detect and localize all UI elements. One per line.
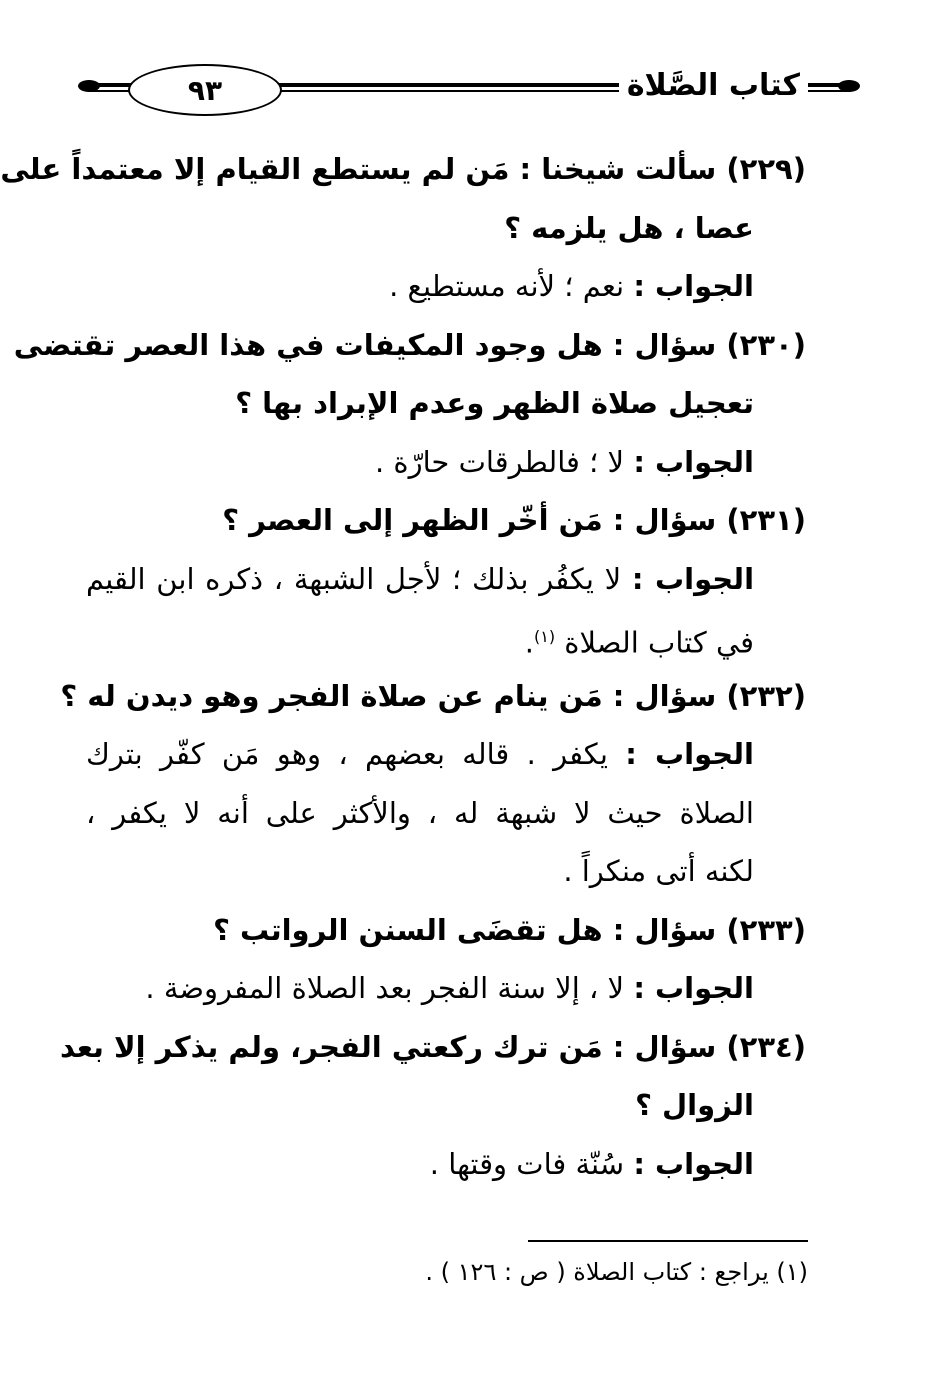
question-line: الزوال ؟ (635, 1088, 754, 1122)
header-right-ornament (838, 80, 860, 92)
answer-line (86, 550, 806, 609)
qa-list (0, 140, 806, 1193)
qa-entry-234 (59, 1018, 806, 1194)
answer-line (86, 257, 806, 316)
answer-line (86, 725, 806, 784)
answer-label: الجواب : (633, 444, 754, 479)
question-line: (٢٣٣) سؤال : هل تقضَى السنن الرواتب ؟ (213, 912, 806, 947)
question-line: (٢٣٠) سؤال : هل وجود المكيفات في هذا العصر تقتضى (13, 327, 806, 362)
answer-label: الجواب : (631, 561, 755, 596)
answer-line: لكنه أتى منكراً . (563, 854, 754, 888)
qa-entry-229 (0, 140, 806, 316)
answer-line (86, 959, 806, 1018)
qa-entry-232 (60, 667, 806, 901)
qa-entry-231 (86, 491, 806, 667)
answer-end: . (524, 625, 534, 660)
question-line: (٢٣٤) سؤال : مَن ترك ركعتي الفجر، ولم يذكر إلا بعد (59, 1029, 806, 1064)
question-line: (٢٣٢) سؤال : مَن ينام عن صلاة الفجر وهو ديدن له ؟ (60, 678, 806, 713)
qa-entry-230 (13, 316, 806, 492)
answer-text: سُنّة فات وقتها . (429, 1146, 634, 1181)
answer-line (86, 433, 806, 492)
running-title: كتاب الصَّلاة (619, 68, 808, 103)
qa-entry-233 (86, 901, 806, 1018)
footnote-rule (528, 1240, 808, 1242)
answer-label: الجواب : (633, 1146, 754, 1181)
question-line: (٢٣١) سؤال : مَن أخّر الظهر إلى العصر ؟ (222, 503, 806, 537)
footnote-marker: (١) (533, 627, 556, 646)
header-left-ornament (78, 80, 100, 92)
answer-line (86, 1135, 806, 1194)
question-line: تعجيل صلاة الظهر وعدم الإبراد بها ؟ (235, 386, 754, 420)
answer-text: في كتاب الصلاة (564, 625, 754, 660)
answer-line (86, 608, 806, 667)
answer-text: لا ؛ فالطرقات حارّة . (374, 444, 634, 479)
answer-label: الجواب : (633, 269, 754, 303)
question-line: (٢٢٩) سألت شيخنا : مَن لم يستطع القيام إلا معتمداً على (0, 152, 806, 186)
answer-label: الجواب : (633, 971, 754, 1005)
answer-text: لا يكفُر بذلك ؛ لأجل الشبهة ، ذكره ابن القيم (86, 561, 632, 596)
question-line: عصا ، هل يلزمه ؟ (504, 210, 754, 245)
answer-text: لا ، إلا سنة الفجر بعد الصلاة المفروضة . (145, 971, 634, 1005)
answer-text: نعم ؛ لأنه مستطيع . (389, 269, 634, 303)
answer-text: يكفر . قاله بعضهم ، وهو مَن كفّر بترك (86, 737, 626, 771)
page-number: ٩٣ (128, 64, 282, 116)
answer-label: الجواب : (625, 737, 755, 771)
answer-line: الصلاة حيث لا شبهة له ، والأكثر على أنه لا يكفر ، (86, 795, 754, 830)
footnote: (١) يراجع : كتاب الصلاة ( ص : ١٢٦ ) . (425, 1258, 808, 1286)
page-header (78, 60, 860, 120)
